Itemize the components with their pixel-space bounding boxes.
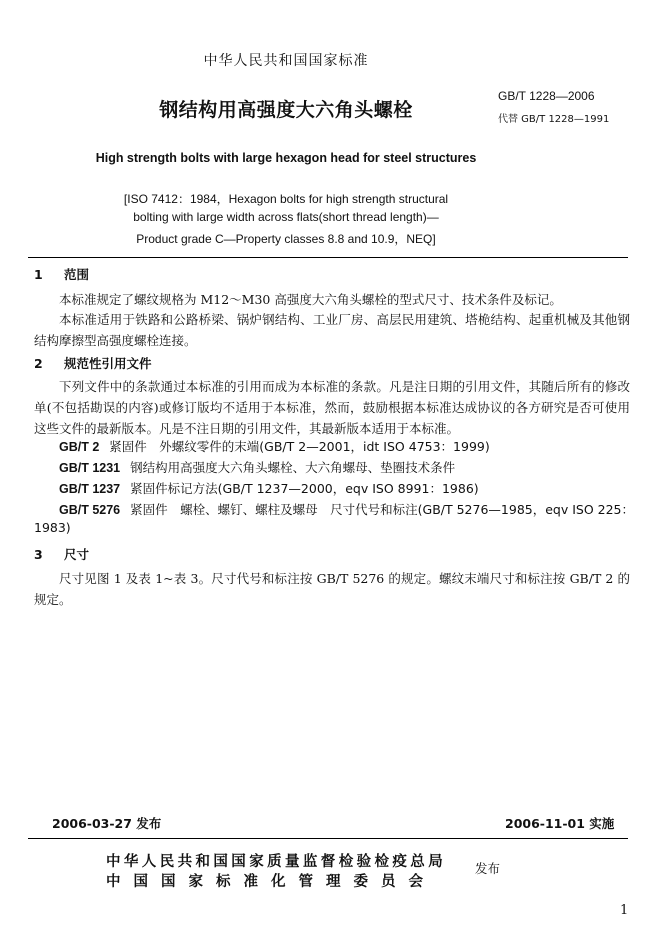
reference-text: 紧固件 螺栓、螺钉、螺柱及螺母 尺寸代号和标注(GB/T 5276—1985，eqv ISO 225：	[130, 502, 635, 517]
section-title: 规范性引用文件	[64, 356, 152, 371]
section-title: 范围	[64, 267, 90, 282]
replaces-standard: 代替 GB/T 1228—1991	[498, 114, 610, 125]
reference-text: 紧固件标记方法(GB/T 1237—2000，eqv ISO 8991：1986)	[130, 481, 479, 496]
document-title-cn: 钢结构用高强度大六角头螺栓	[159, 99, 413, 121]
issued-label: 发布	[475, 861, 501, 876]
reference-code: GB/T 2	[59, 440, 100, 454]
section-number: 1	[34, 267, 43, 282]
paragraph: 尺寸见图 1 及表 1~表 3。尺寸代号和标注按 GB/T 5276 的规定。螺纹末端尺寸和标注按 GB/T 2 的规定。	[34, 571, 630, 607]
paragraph: 下列文件中的条款通过本标准的引用而成为本标准的条款。凡是注日期的引用文件，其随后所有的修改单(不包括勘误的内容)或修订版均不适用于本标准，然而，鼓励根据本标准达成协议的各方研究是否可使用这些文件的最新版本。凡是不注日期的引用文件，其最新版本适用于本标准。	[34, 379, 630, 436]
reference-continuation: 1983)	[34, 520, 71, 535]
reference-item	[59, 458, 455, 476]
reference-code: GB/T 1237	[59, 482, 121, 496]
reference-text: 紧固件 外螺纹零件的末端(GB/T 2—2001，idt ISO 4753：1999)	[109, 439, 490, 454]
issuer-line: 中华人民共和国国家质量监督检验检疫总局	[106, 854, 447, 870]
reference-code: GB/T 1231	[59, 461, 121, 475]
issuer-line: 中国国家标准化管理委员会	[106, 874, 436, 890]
paragraph: 本标准适用于铁路和公路桥梁、锅炉钢结构、工业厂房、高层民用建筑、塔桅结构、起重机械及其他钢结构摩擦型高强度螺栓连接。	[34, 312, 630, 348]
iso-equivalent-line: [ISO 7412：1984，Hexagon bolts for high strength structural	[123, 192, 449, 206]
publish-date: 2006-03-27 发布	[52, 816, 162, 831]
page-number: 1	[620, 903, 629, 918]
bottom-divider	[28, 838, 628, 839]
reference-item	[59, 479, 479, 497]
section-heading	[34, 354, 152, 372]
section-heading	[34, 545, 89, 563]
reference-item	[59, 437, 490, 455]
paragraph: 本标准规定了螺纹规格为 M12～M30 高强度大六角头螺栓的型式尺寸、技术条件及标记。	[59, 292, 562, 307]
top-divider	[28, 257, 628, 258]
reference-code: GB/T 5276	[59, 503, 121, 517]
section-number: 2	[34, 356, 43, 371]
iso-equivalent-line: bolting with large width across flats(short thread length)—	[133, 210, 439, 224]
standard-code: GB/T 1228—2006	[498, 89, 595, 103]
document-title-en: High strength bolts with large hexagon head for steel structures	[95, 151, 477, 165]
section-number: 3	[34, 547, 43, 562]
section-heading	[34, 265, 89, 283]
iso-equivalent-line: Product grade C—Property classes 8.8 and 10.9，NEQ]	[136, 232, 436, 246]
implement-date: 2006-11-01 实施	[505, 816, 615, 831]
country-standard-label: 中华人民共和国国家标准	[203, 53, 369, 69]
section-title: 尺寸	[64, 547, 90, 562]
reference-text: 钢结构用高强度大六角头螺栓、大六角螺母、垫圈技术条件	[130, 460, 456, 475]
reference-item	[59, 500, 634, 518]
